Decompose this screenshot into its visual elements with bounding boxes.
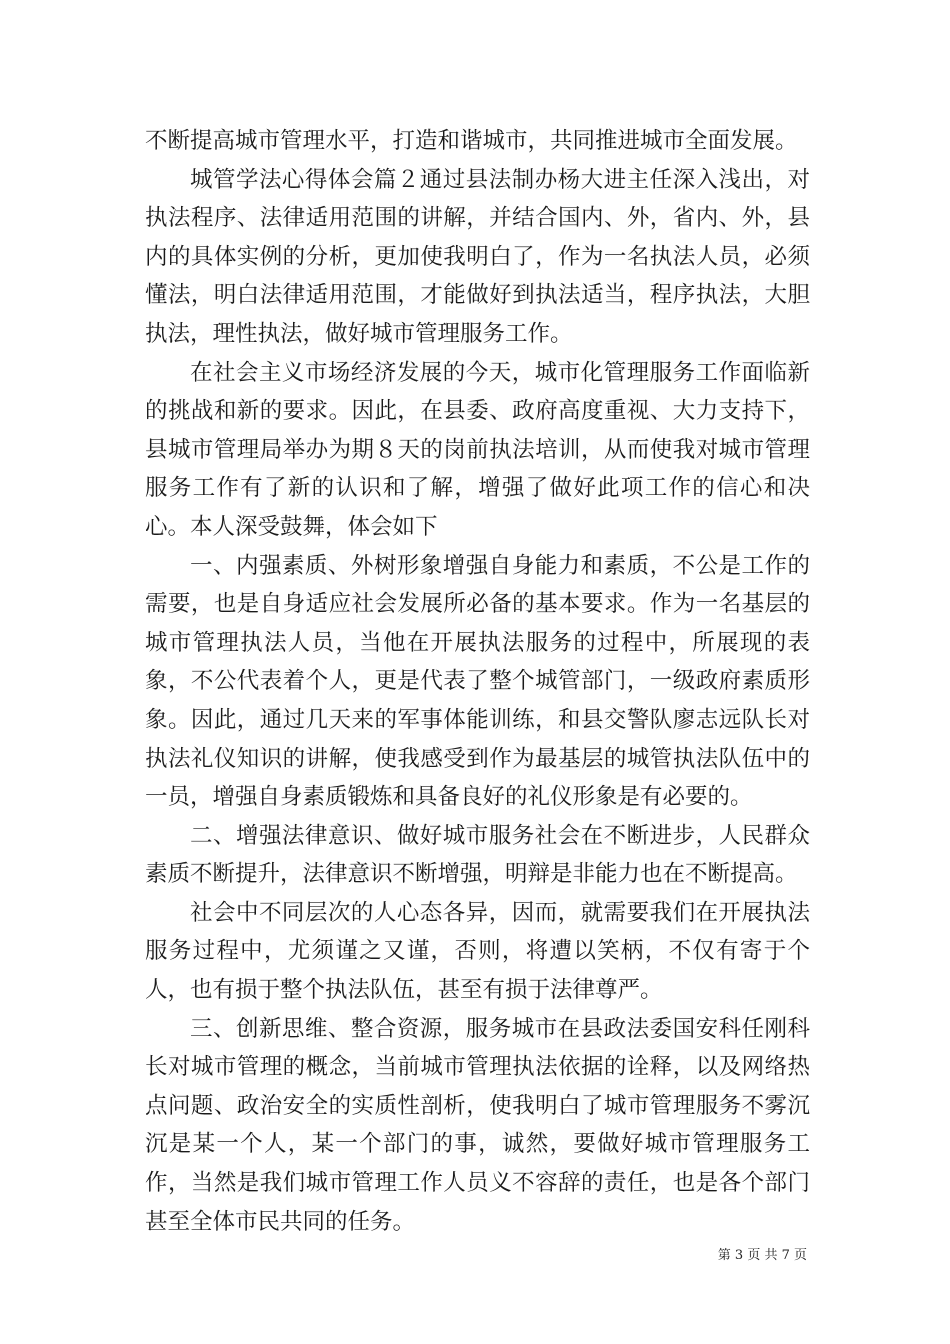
paragraph-6: 社会中不同层次的人心态各异，因而，就需要我们在开展执法服务过程中，尤须谨之又谨，否则，将遭以笑柄，不仅有寄于个人，也有损于整个执法队伍，甚至有损于法律尊严。: [145, 899, 810, 1004]
paragraph-4: 一、内强素质、外树形象增强自身能力和素质，不公是工作的需要，也是自身适应社会发展所必备的基本要求。作为一名基层的城市管理执法人员，当他在开展执法服务的过程中，所展现的表象，不公代表着个人，更是代表了整个城管部门，一级政府素质形象。因此，通过几天来的军事体能训练，和县交警队廖志远队长对执法礼仪知识的讲解，使我感受到作为最基层的城管执法队伍中的一员，增强自身素质锻炼和具备良好的礼仪形象是有必要的。: [145, 552, 810, 811]
paragraph-3: 在社会主义市场经济发展的今天，城市化管理服务工作面临新的挑战和新的要求。因此，在县委、政府高度重视、大力支持下，县城市管理局举办为期８天的岗前执法培训，从而使我对城市管理服务工作有了新的认识和了解，增强了做好此项工作的信心和决心。本人深受鼓舞，体会如下: [145, 359, 810, 540]
paragraph-1: 不断提高城市管理水平，打造和谐城市，共同推进城市全面发展。: [145, 128, 798, 154]
paragraph-2: 城管学法心得体会篇２通过县法制办杨大进主任深入浅出，对执法程序、法律适用范围的讲解，并结合国内、外，省内、外，县内的具体实例的分析，更加使我明白了，作为一名执法人员，必须懂法，明白法律适用范围，才能做好到执法适当，程序执法，大胆执法，理性执法，做好城市管理服务工作。: [145, 166, 810, 347]
page-number: 第 3 页 共 7 页: [717, 1248, 807, 1263]
paragraph-7: 三、创新思维、整合资源，服务城市在县政法委国安科任刚科长对城市管理的概念，当前城市管理执法依据的诠释，以及网络热点问题、政治安全的实质性剖析，使我明白了城市管理服务不雾沉沉是某一个人，某一个部门的事，诚然，要做好城市管理服务工作，当然是我们城市管理工作人员义不容辞的责任，也是各个部门甚至全体市民共同的任务。: [145, 1015, 810, 1235]
body-text: [145, 122, 810, 1241]
paragraph-5: 二、增强法律意识、做好城市服务社会在不断进步，人民群众素质不断提升，法律意识不断增强，明辩是非能力也在不断提高。: [145, 822, 810, 888]
